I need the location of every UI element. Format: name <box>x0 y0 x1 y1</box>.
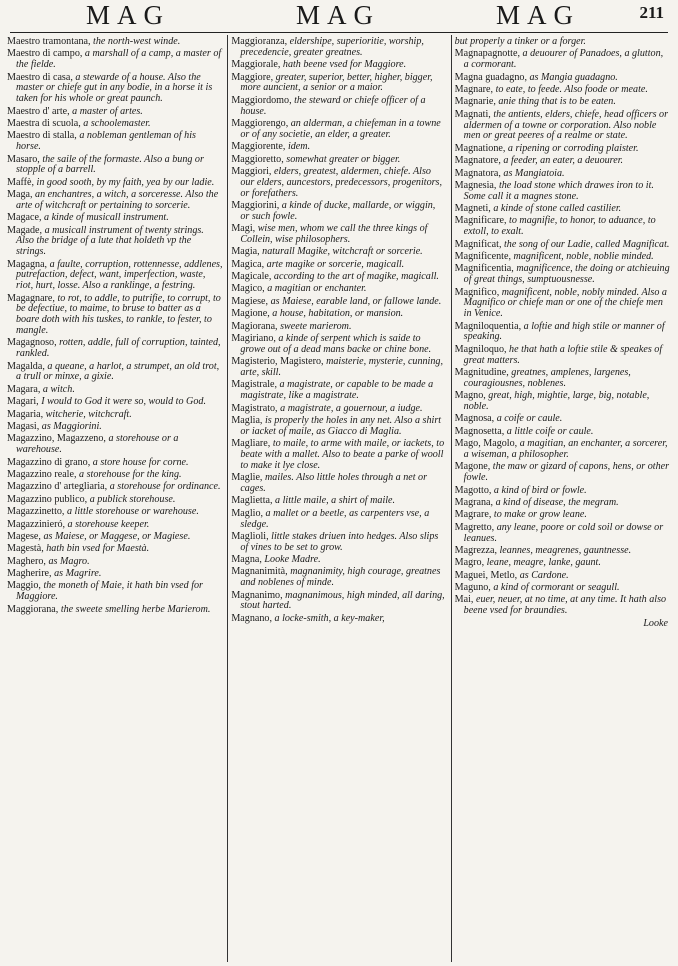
dictionary-entry <box>455 368 670 390</box>
entry-definition: a house, habitation, or mansion. <box>269 308 404 320</box>
dictionary-entry <box>231 357 446 379</box>
dictionary-entry <box>7 569 223 580</box>
entry-definition: anie thing that is to be eaten. <box>495 96 616 108</box>
entry-definition: hath bin vsed for Maestà. <box>43 543 150 555</box>
entry-definition: in good sooth, by my faith, yea by our ladie. <box>34 176 215 188</box>
entry-definition: sweete marierom. <box>277 320 352 332</box>
dictionary-entry <box>231 496 446 507</box>
dictionary-entry <box>455 510 670 521</box>
dictionary-entry <box>7 190 223 212</box>
dictionary-entry <box>455 252 670 263</box>
dictionary-entry <box>7 605 223 616</box>
entry-definition: a stewarde of a house. Also the master or chiefe gut in any bodie, in a horse it is taken for his whole or great paunch. <box>16 71 213 105</box>
entry-headword: Magrana, <box>454 496 494 508</box>
dictionary-entry <box>455 264 670 286</box>
dictionary-entry <box>231 260 446 271</box>
entry-definition: a storehouse for the king. <box>76 468 182 480</box>
dictionary-entry <box>7 37 223 48</box>
dictionary-entry <box>455 345 670 367</box>
dictionary-entry <box>455 144 670 155</box>
entry-definition: greater, superior, better, higher, bigger, more auncient, a senior or a maior. <box>240 71 433 94</box>
dictionary-entry <box>455 204 670 215</box>
entry-headword: Magica, <box>231 258 265 270</box>
entry-definition: as Maiese, earable land, or fallowe lande. <box>268 295 442 307</box>
dictionary-entry <box>455 110 670 142</box>
entry-definition: a loftie and high stile or manner of speaking. <box>463 320 665 343</box>
entry-definition: leane, meagre, lanke, gaunt. <box>484 557 601 569</box>
entry-headword: Magnatione, <box>454 142 506 154</box>
dictionary-entry <box>7 470 223 481</box>
entry-headword: Magnifico, <box>454 286 500 298</box>
entry-headword: Magiorana, <box>231 320 278 332</box>
entry-definition: the load stone which drawes iron to it. Some call it a magnes stone. <box>463 179 654 202</box>
entry-definition: according to the art of magike, magicall. <box>271 271 439 283</box>
dictionary-entry <box>455 583 670 594</box>
dictionary-entry <box>231 297 446 308</box>
entry-headword: Magretto, <box>454 521 495 533</box>
entry-headword: Magnosa, <box>454 413 495 425</box>
dictionary-entry <box>7 294 223 337</box>
entry-definition: a witch. <box>40 383 75 395</box>
running-head-left: MAG <box>86 0 171 30</box>
entry-definition: as Cardone. <box>517 569 569 581</box>
entry-headword: Magneti, <box>454 203 491 215</box>
entry-definition: a storehouse or a warehouse. <box>16 433 179 456</box>
dictionary-entry <box>455 181 670 203</box>
entry-headword: Magotto, <box>454 484 492 496</box>
entry-definition: a master of artes. <box>69 105 143 117</box>
entry-headword: Magnarie, <box>454 96 496 108</box>
entry-headword: Magiese, <box>231 295 269 307</box>
dictionary-entry <box>231 509 446 531</box>
entry-headword: Magese, <box>7 530 41 542</box>
entry-definition: arte magike or sorcerie, magicall. <box>264 258 405 270</box>
dictionary-entry <box>455 595 670 617</box>
entry-headword: Maestro di casa, <box>7 71 73 83</box>
entry-definition: a magistrate, a gouernour, a iudge. <box>277 402 423 414</box>
entry-definition: a storehouse for ordinance. <box>107 481 221 493</box>
entry-definition: as Maiese, or Maggese, or Magiese. <box>40 530 191 542</box>
dictionary-entry <box>7 119 223 130</box>
column-right <box>451 35 674 962</box>
entry-definition: to rot, to addle, to putrifie, to corrupt, to be defectiue, to maime, to bruse to batter as a boare doth with his tuskes, to rankle, to fester, to mangle. <box>16 292 221 337</box>
entry-definition: to maile, to arme with maile, or iackets, to beate with a mallet. Also to beate a parke of wooll to make it lye close. <box>240 438 445 471</box>
entry-definition: a store house for corne. <box>90 456 189 468</box>
entry-headword: Magari, <box>7 396 39 408</box>
entry-definition: a faulte, corruption, rottennesse, addlenes, putrefaction, defect, want, imperfection, waste, riot, hurt, losse. Also a ranklinge, a festring. <box>16 258 223 292</box>
entry-definition: a magistrate, or capable to be made a magistrate, like a magistrate. <box>240 379 434 402</box>
page-header <box>6 0 672 34</box>
entry-definition: a musicall instrument of twenty strings. Also the bridge of a lute that holdeth vp the strings. <box>16 224 204 258</box>
entry-headword: Maguei, Metlo, <box>454 569 518 581</box>
dictionary-entry <box>7 260 223 292</box>
entry-headword: Magnificat, <box>454 238 502 250</box>
dictionary-entry <box>7 155 223 177</box>
entry-headword: Magnificare, <box>454 215 507 227</box>
catchword: Looke <box>643 617 668 629</box>
entry-headword: Magrare, <box>454 509 492 521</box>
dictionary-entry <box>455 37 670 48</box>
entry-definition: rotten, addle, full of corruption, tainted, rankled. <box>16 337 221 360</box>
dictionary-entry <box>7 397 223 408</box>
entry-headword: Magia, <box>231 246 260 258</box>
entry-headword: Magisterio, Magistero, <box>231 356 324 368</box>
dictionary-entry <box>231 591 446 613</box>
dictionary-entry <box>231 73 446 95</box>
entry-headword: Maglio, <box>231 507 264 519</box>
entry-headword: Maggiorale, <box>231 59 281 71</box>
dictionary-entry <box>455 288 670 320</box>
entry-headword: Maggiordomo, <box>231 94 292 106</box>
entry-definition: the sweete smelling herbe Marierom. <box>58 603 211 615</box>
entry-definition: maisterie, mysterie, cunning, arte, skill. <box>240 356 443 378</box>
entry-definition: a queane, a harlot, a strumpet, an old trot, a trull or minxe, a gixie. <box>16 360 220 383</box>
entry-headword: Masaro, <box>7 153 40 165</box>
entry-headword: Magnano, <box>231 612 272 624</box>
dictionary-entry <box>231 224 446 246</box>
dictionary-entry <box>455 546 670 557</box>
entry-headword: Maggiori, <box>231 165 272 177</box>
entry-headword: Maestro tramontana, <box>7 36 91 47</box>
entry-headword: Magniloquentia, <box>454 320 522 332</box>
dictionary-entry <box>455 240 670 251</box>
entry-definition: hath beene vsed for Maggiore. <box>280 59 407 71</box>
dictionary-entry <box>7 482 223 493</box>
dictionary-entry <box>231 404 446 415</box>
entry-headword: Maggio, <box>7 580 41 592</box>
entry-headword: Magazzino reale, <box>7 468 77 480</box>
entry-headword: Maghero, <box>7 555 46 567</box>
entry-definition: is properly the holes in any net. Also a shirt or iacket of maile, as Giacco di Maglia. <box>240 414 442 437</box>
dictionary-entry <box>231 322 446 333</box>
entry-definition: a schoolemaster. <box>80 117 151 129</box>
entry-definition: as Magrire. <box>51 568 102 580</box>
entry-definition: magnificence, the doing or atchieuing of great things, sumptuousnesse. <box>463 263 670 286</box>
entry-headword: Magno, <box>454 390 486 402</box>
entry-headword: Magazzino d' artegliaria, <box>7 481 108 493</box>
entry-definition: naturall Magike, witchcraft or sorcerie. <box>259 246 423 258</box>
entry-definition: witcherie, witchcraft. <box>43 408 132 420</box>
entry-headword: Maggiorini, <box>231 199 280 211</box>
entry-headword: Magara, <box>7 383 41 395</box>
entry-definition: eldershipe, superioritie, worship, precedencie, greater greatnes. <box>240 36 424 58</box>
entry-definition: euer, neuer, at no time, at any time. It hath also beene vsed for braundies. <box>463 594 667 617</box>
entry-headword: Magazzinieró, <box>7 518 66 530</box>
dictionary-entry <box>455 322 670 344</box>
entry-headword: Magherire, <box>7 568 52 580</box>
entry-definition: he that hath a loftie stile & speakes of great matters. <box>463 343 663 366</box>
dictionary-entry <box>455 414 670 425</box>
entry-definition: the steward or chiefe officer of a house. <box>240 94 426 117</box>
entry-definition: a locke-smith, a key-maker, <box>271 612 385 624</box>
dictionary-entry <box>231 167 446 199</box>
dictionary-entry <box>231 555 446 566</box>
entry-definition: a little maile, a shirt of maile. <box>272 495 396 507</box>
entry-definition: an enchantres, a witch, a sorceresse. Also the arte of witchcraft or pertaining to sorcerie. <box>16 189 219 211</box>
entry-headword: Magasi, <box>7 420 40 432</box>
entry-headword: Magnitudine, <box>454 367 509 378</box>
entry-definition: a magitian or enchanter. <box>264 283 367 295</box>
entry-headword: Maestro di campo, <box>7 48 83 60</box>
entry-headword: Magnanimo, <box>231 589 283 601</box>
entry-definition: great, high, mightie, large, big, notable, noble. <box>463 390 650 412</box>
dictionary-entry <box>231 334 446 356</box>
entry-definition: magnificent, noble, nobly minded. Also a Magnifico or chiefe man or one of the chiefe men in Venice. <box>463 286 667 320</box>
entry-definition: somewhat greater or bigger. <box>283 153 401 165</box>
entry-definition: a kinde of serpent which is saide to growe out of a dead mans backe or chine bone. <box>240 333 432 355</box>
entry-headword: Magione, <box>231 308 270 320</box>
dictionary-entry <box>455 427 670 438</box>
entry-definition: a kinde of musicall instrument. <box>41 212 169 224</box>
entry-headword: Maffè, <box>7 176 34 188</box>
dictionary-entry <box>231 284 446 295</box>
entry-headword: Magazzino, Magazzeno, <box>7 433 106 445</box>
dictionary-entry <box>7 49 223 71</box>
entry-definition: an alderman, a chiefeman in a towne or of any societie, an elder, a greater. <box>240 117 441 140</box>
entry-definition: as Mangiatoia. <box>500 167 565 179</box>
entry-headword: Maga, <box>7 189 33 201</box>
entry-definition: a kinde of stone called castilier. <box>490 203 622 215</box>
entry-definition: Looke Madre. <box>261 554 321 566</box>
entry-headword: Magnatora, <box>454 167 501 179</box>
dictionary-entry <box>455 169 670 180</box>
entry-headword: Magnanimità, <box>231 566 288 578</box>
entry-headword: Magazzinetto, <box>7 506 65 518</box>
entry-definition: mailes. Also little holes through a net or cages. <box>240 472 428 494</box>
dictionary-entry <box>455 97 670 108</box>
entry-headword: Magliare, <box>231 438 271 450</box>
dictionary-entry <box>231 532 446 554</box>
entry-definition: I would to God it were so, would to God. <box>38 396 206 408</box>
entry-definition: as Maggiorini. <box>39 420 102 432</box>
entry-definition: the song of our Ladie, called Magnificat. <box>501 238 670 250</box>
dictionary-entry <box>455 571 670 582</box>
dictionary-entry <box>455 462 670 484</box>
entry-headword: Magiriano, <box>231 333 276 345</box>
entry-headword: Magistrale, <box>231 379 278 391</box>
entry-definition: a publick storehouse. <box>87 493 176 505</box>
entry-definition: elders, greatest, aldermen, chiefe. Also our elders, auncestors, predecessors, progenitors, or forefathers. <box>240 165 443 199</box>
dictionary-entry <box>455 391 670 413</box>
entry-definition: little stakes driuen into hedges. Also slips of vines to be set to grow. <box>240 530 439 553</box>
entry-definition: magnanimous, high minded, all daring, stout harted. <box>240 589 445 612</box>
entry-headword: Magnificentia, <box>454 263 514 275</box>
entry-headword: Magade, <box>7 224 43 236</box>
dictionary-entry <box>455 156 670 167</box>
entry-headword: Maggiorente, <box>231 141 286 153</box>
dictionary-entry <box>231 119 446 141</box>
column-left <box>4 35 227 962</box>
entry-headword: Magazzino publico, <box>7 493 88 505</box>
entry-headword: Magico, <box>231 283 265 295</box>
dictionary-entry <box>231 155 446 166</box>
entry-headword: Maglia, <box>231 414 263 426</box>
dictionary-entry <box>7 131 223 153</box>
entry-headword: Magistrato, <box>231 402 278 414</box>
entry-definition: magnificent, noble, noblie minded. <box>511 251 654 263</box>
running-head-center: MAG <box>296 0 381 30</box>
entry-definition: a deuourer of Panadoes, a glutton, a cormorant. <box>463 48 664 71</box>
dictionary-entry <box>455 558 670 569</box>
entry-definition: a little storehouse or warehouse. <box>64 506 199 518</box>
entry-definition: the antients, elders, chiefe, head officers or aldermen of a towne or corporation. Also noble men or great peeres of a realme or state. <box>463 108 668 142</box>
entry-definition: as Magro. <box>45 555 90 567</box>
dictionary-entry <box>7 178 223 189</box>
entry-definition: a little coife or caule. <box>504 425 594 437</box>
entry-definition: the moneth of Maie, it hath bin vsed for Maggiore. <box>16 580 203 603</box>
dictionary-entry <box>7 544 223 555</box>
entry-definition: a ripening or corroding plaister. <box>505 142 639 154</box>
entry-headword: Magnati, <box>454 108 491 120</box>
entry-headword: Mai, <box>454 594 474 606</box>
entry-definition: to magnifie, to honor, to aduance, to extoll, to exalt. <box>463 215 656 238</box>
dictionary-entry <box>7 213 223 224</box>
entry-definition: as Mangia guadagno. <box>526 71 618 83</box>
entry-definition: leannes, meagrenes, gauntnesse. <box>496 544 632 556</box>
entry-definition: to make or grow leane. <box>491 509 587 521</box>
dictionary-entry <box>455 498 670 509</box>
dictionary-entry <box>455 486 670 497</box>
entry-headword: Maggiorana, <box>7 603 59 615</box>
entry-definition: the saile of the formaste. Also a bung or stopple of a barrell. <box>16 153 204 176</box>
page-number: 211 <box>639 3 664 22</box>
entry-headword: Maguno, <box>454 582 491 594</box>
dictionary-entry <box>455 439 670 461</box>
dictionary-entry <box>7 520 223 531</box>
entry-definition: a coife or caule. <box>494 413 563 425</box>
entry-headword: Maglietta, <box>231 495 273 507</box>
entry-headword: Magro, <box>454 557 485 569</box>
dictionary-entry <box>455 85 670 96</box>
entry-headword: Magna guadagno, <box>454 71 527 83</box>
entry-headword: Magagnoso, <box>7 337 57 349</box>
dictionary-entry <box>7 532 223 543</box>
dictionary-entry <box>7 458 223 469</box>
entry-headword: Maglie, <box>231 472 263 484</box>
running-head-right: MAG <box>496 0 581 30</box>
dictionary-entry <box>231 201 446 223</box>
dictionary-entry <box>231 142 446 153</box>
entry-definition: a magitian, an enchanter, a sorcerer, a wiseman, a philosopher. <box>463 438 668 460</box>
dictionary-entry <box>7 434 223 456</box>
entry-headword: Maglioli, <box>231 530 269 542</box>
entry-headword: Maggioretto, <box>231 153 284 165</box>
entry-headword: Magestà, <box>7 543 44 555</box>
dictionary-entry <box>7 557 223 568</box>
dictionary-entry <box>7 338 223 360</box>
entry-definition: greatnes, amplenes, largenes, couragiousnes, noblenes. <box>463 367 631 389</box>
entry-definition: a feeder, an eater, a deuourer. <box>500 155 624 167</box>
entry-headword: Magi, <box>231 223 256 235</box>
entry-headword: Mago, Magolo, <box>454 438 518 450</box>
entry-definition: the maw or gizard of capons, hens, or other fowle. <box>463 461 670 484</box>
entry-definition: idem. <box>285 141 311 153</box>
entry-definition: a mallet or a beetle, as carpenters vse, a sledge. <box>240 507 430 530</box>
dictionary-entry <box>231 439 446 471</box>
entry-headword: Magone, <box>454 461 491 473</box>
entry-headword: Magalda, <box>7 360 45 372</box>
dictionary-entry <box>7 507 223 518</box>
entry-headword: Magnatore, <box>454 155 501 167</box>
entry-headword: Magagnare, <box>7 292 55 304</box>
entry-headword: Magnesia, <box>454 179 497 191</box>
entry-definition: wise men, whom we call the three kings of Collein, wise philosophers. <box>240 223 428 245</box>
entry-headword: Magagna, <box>7 258 48 270</box>
entry-headword: Magazzino di grano, <box>7 456 91 468</box>
entry-definition: a nobleman gentleman of his horse. <box>16 130 196 153</box>
dictionary-entry <box>7 410 223 421</box>
entry-headword: Magace, <box>7 212 42 224</box>
entry-headword: Maggioranza, <box>231 36 288 47</box>
entry-headword: Maggiore, <box>231 71 274 83</box>
entry-headword: Maestro di stalla, <box>7 130 77 142</box>
dictionary-entry <box>231 60 446 71</box>
dictionary-entry <box>7 107 223 118</box>
entry-headword: Magniloquo, <box>454 343 507 355</box>
text-columns <box>4 35 674 962</box>
entry-headword: Magnare, <box>454 83 494 95</box>
dictionary-entry <box>455 73 670 84</box>
dictionary-entry <box>455 523 670 545</box>
entry-definition: a marshall of a camp, a master of the fielde. <box>16 48 222 71</box>
dictionary-entry <box>231 567 446 589</box>
dictionary-entry <box>231 309 446 320</box>
entry-headword: Magnosetta, <box>454 425 505 437</box>
entry-headword: Magicale, <box>231 271 272 283</box>
header-rule <box>10 32 668 33</box>
dictionary-entry <box>7 422 223 433</box>
entry-definition: a kinde of ducke, mallarde, or wiggin, or such fowle. <box>240 199 436 222</box>
dictionary-entry <box>7 581 223 603</box>
dictionary-entry <box>455 216 670 238</box>
dictionary-entry <box>231 37 446 59</box>
entry-headword: Maggiorengo, <box>231 117 289 129</box>
entry-headword: Magnapagnotte, <box>454 48 520 60</box>
entry-headword: Magna, <box>231 554 262 566</box>
dictionary-entry <box>231 272 446 283</box>
column-middle <box>227 35 450 962</box>
entry-headword: Magaria, <box>7 408 44 420</box>
entry-definition: to eate, to feede. Also foode or meate. <box>493 83 648 95</box>
entry-headword: Maestra di scuola, <box>7 117 81 129</box>
dictionary-entry <box>7 385 223 396</box>
dictionary-entry <box>231 96 446 118</box>
dictionary-entry <box>7 226 223 258</box>
dictionary-entry <box>231 380 446 402</box>
entry-definition: a kind of cormorant or seagull. <box>490 582 620 594</box>
entry-definition: a storehouse keeper. <box>65 518 150 530</box>
dictionary-entry <box>7 495 223 506</box>
dictionary-entry <box>231 247 446 258</box>
entry-definition: a kind of disease, the megram. <box>493 496 619 508</box>
entry-definition: magnanimity, high courage, greatnes and noblenes of minde. <box>240 566 441 589</box>
entry-definition: the north-west winde. <box>90 36 181 47</box>
dictionary-entry <box>455 49 670 71</box>
dictionary-entry <box>7 362 223 384</box>
dictionary-entry <box>231 473 446 495</box>
dictionary-entry <box>231 614 446 625</box>
dictionary-entry <box>7 73 223 105</box>
entry-definition: a kind of bird or fowle. <box>491 484 587 496</box>
entry-headword: Magrezza, <box>454 544 497 556</box>
entry-headword: Magnificente, <box>454 251 511 263</box>
dictionary-entry <box>231 416 446 438</box>
entry-definition: but properly a tinker or a forger. <box>454 36 586 47</box>
entry-headword: Maestro d' arte, <box>7 105 70 117</box>
entry-definition: any leane, poore or cold soil or dowse or leanues. <box>463 521 664 544</box>
